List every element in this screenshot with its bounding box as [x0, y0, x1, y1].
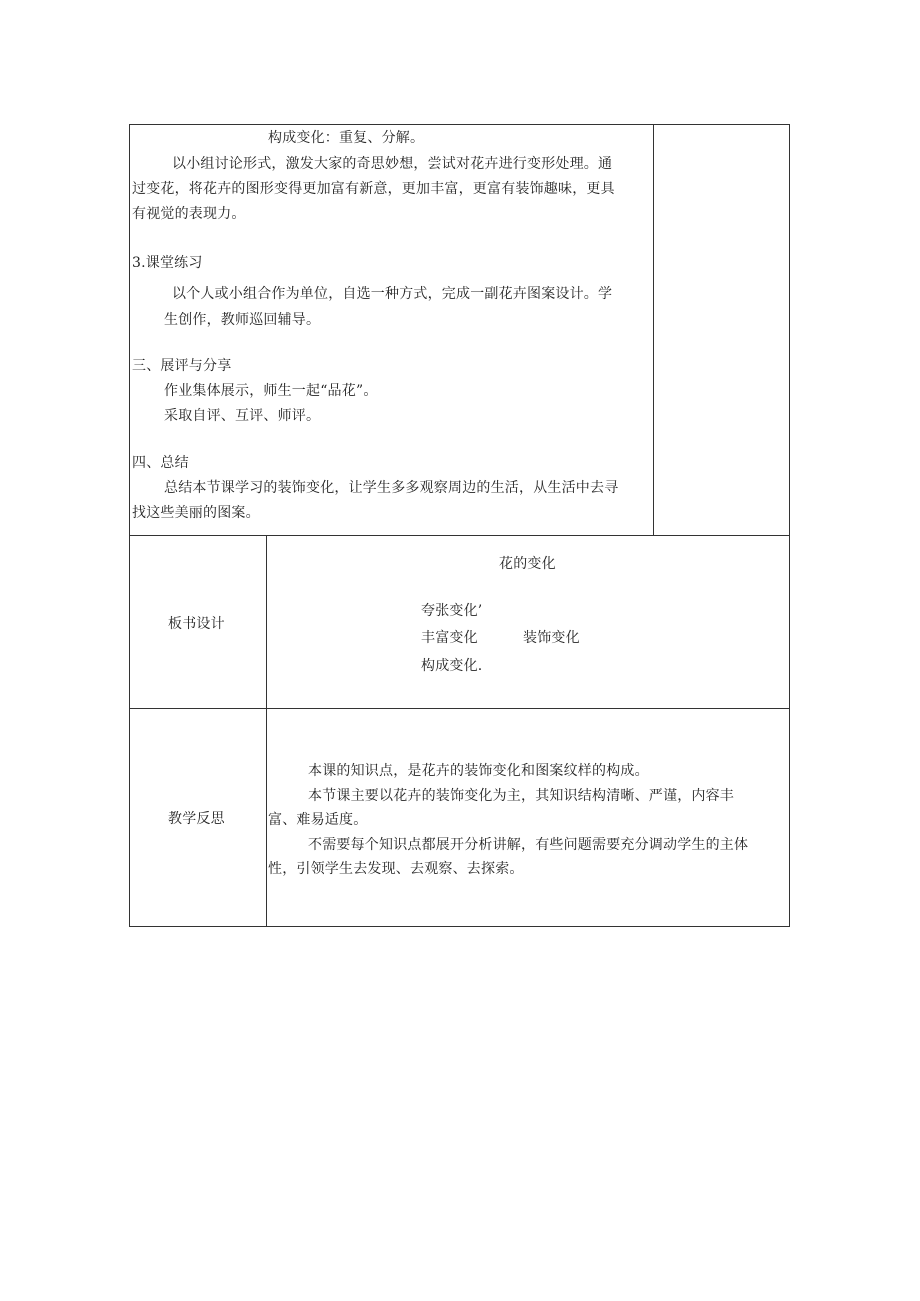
board-item-exaggeration: 夸张变化’	[421, 603, 483, 619]
summary-line-1: 总结本节课学习的装饰变化，让学生多多观察周边的生活，从生活中去寻	[164, 480, 619, 496]
summary-line-2: 找这些美丽的图案。	[132, 505, 260, 521]
table-label-column-divider	[266, 535, 267, 927]
reflection-line-3: 富、难易适度。	[268, 812, 368, 828]
board-design-title: 花的变化	[499, 556, 556, 572]
share-line-1: 作业集体展示，师生一起“品花”。	[164, 383, 378, 399]
board-item-composition: 构成变化.	[421, 658, 483, 674]
composition-change-line: 构成变化：重复、分解。	[268, 130, 425, 146]
group-discussion-line-1: 以小组讨论形式，激发大家的奇思妙想，尝试对花卉进行变形处理。通	[172, 156, 613, 172]
table-divider-top-right-column	[653, 124, 654, 536]
reflection-line-2: 本节课主要以花卉的装饰变化为主，其知识结构清晰、严谨，内容丰	[308, 788, 734, 804]
reflection-line-1: 本课的知识点，是花卉的装饰变化和图案纹样的构成。	[308, 763, 649, 779]
practice-heading: 3.课堂练习	[132, 255, 203, 271]
table-border-bottom	[129, 926, 790, 927]
reflection-line-4: 不需要每个知识点都展开分析讲解，有些问题需要充分调动学生的主体	[308, 837, 749, 853]
practice-line-2: 生创作，教师巡回辅导。	[164, 312, 321, 328]
table-row-divider-2	[129, 708, 790, 709]
group-discussion-line-2: 过变花，将花卉的图形变得更加富有新意，更加丰富，更富有装饰趣味，更具	[132, 181, 615, 197]
share-line-2: 采取自评、互评、师评。	[164, 408, 321, 424]
summary-heading: 四、总结	[132, 455, 189, 471]
table-border-right	[789, 124, 790, 927]
share-heading: 三、展评与分享	[132, 358, 232, 374]
board-item-enrichment: 丰富变化	[421, 630, 478, 646]
table-row-divider-1	[129, 535, 790, 536]
practice-line-1: 以个人或小组合作为单位，自选一种方式，完成一副花卉图案设计。学	[172, 286, 613, 302]
reflection-line-5: 性，引领学生去发现、去观察、去探索。	[268, 861, 524, 877]
board-item-decoration: 装饰变化	[523, 630, 580, 646]
reflection-label: 教学反思	[168, 811, 225, 827]
table-border-top	[129, 124, 790, 125]
group-discussion-line-3: 有视觉的表现力。	[132, 206, 246, 222]
table-border-left	[129, 124, 130, 927]
board-design-label: 板书设计	[168, 616, 225, 632]
